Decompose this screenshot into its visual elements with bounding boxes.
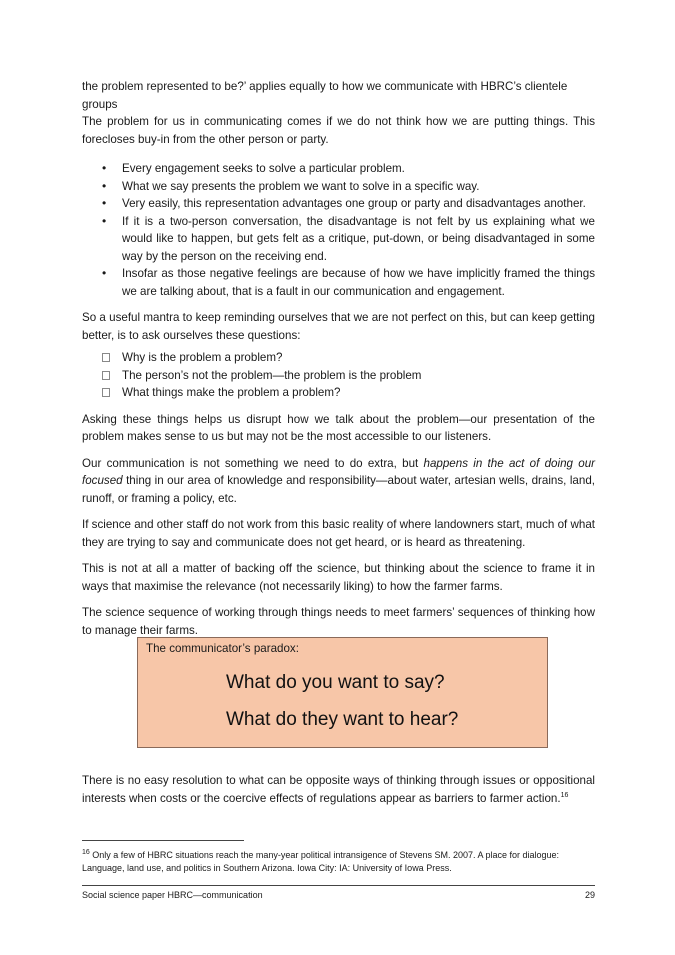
paradox-callout-box [137,637,548,748]
list-item: What things make the problem a problem? [82,384,595,402]
footnote-reference: 16 [560,791,569,799]
list-item: • Insofar as those negative feelings are because of how we have implicitly framed the things we are talking about, that is a fault in our communication and engagement. [102,266,595,298]
page-number: 29 [584,890,595,900]
bullet-icon: • [102,178,107,193]
callout-question-2: What do they want to hear? [226,709,459,730]
question-list [82,349,595,402]
communication-paragraph: Our communication is not something we need to do extra, but happens in the act of doing our focused thing in our area of knowledge and responsibility—about water, artesian wells, drains, land, runoff, or framing a policy, etc. [82,456,596,505]
list-item: Why is the problem a problem? [82,349,595,367]
list-item: • If it is a two-person conversation, the disadvantage is not felt by us explaining what we would like to happen, but gets felt as a critique, put-down, or being disadvantaged in some way by the person on the receiving end. [102,213,595,263]
square-bullet-icon [102,388,110,397]
bullet-icon: • [102,161,107,175]
footnote-number: 16 [82,849,90,856]
callout-question-1: What do you want to say? [226,672,445,693]
bullet-icon: • [102,213,107,228]
mantra-paragraph: So a useful mantra to keep reminding ourselves that we are not perfect on this, but can keep getting better, is to ask ourselves these questions: [82,311,595,342]
closing-paragraph: There is no easy resolution to what can be opposite ways of thinking through issues or oppositional interests when costs or the coercive effects of regulations appear as barriers to farmer action.$^{16}$ [82,774,595,805]
science-paragraph-1: If science and other staff do not work from this basic reality of where landowners start, much of what they are trying to say and communicate does not get heard, or is heard as threatening. [82,518,595,549]
intro-line-2: The problem for us in communicating comes if we do not think how we are putting things. This forecloses buy-in from the other person or party. [82,115,595,146]
bullet-list [82,160,595,300]
list-item: The person’s not the problem—the problem is the problem [82,367,595,385]
body-text [82,78,595,639]
footnote-divider [82,840,244,841]
footer-title: Social science paper HBRC—communication [82,890,263,900]
list-item: • What we say presents the problem we want to solve in a specific way. [82,178,595,196]
science-paragraph-2: This is not at all a matter of backing off the science, but thinking about the science to frame it in ways that maximise the relevance (not necessarily liking) to how the farmer farms. [82,562,595,593]
callout-label: The communicator’s paradox: [146,642,299,655]
list-item: • Very easily, this representation advantages one group or party and disadvantages another. [82,195,595,213]
asking-paragraph: Asking these things helps us disrupt how we talk about the problem—our presentation of the problem makes sense to us but may not be the most accessible to our listeners. [82,412,595,443]
footnote: $^{16}$ Only a few of HBRC situations reach the many-year political intransigence of Stevens SM. 2007. A place for dialogue: Language, land use, and politics in Southern Arizona. Iowa City: IA: University of Iowa Press. [82,849,560,873]
square-bullet-icon [102,353,110,362]
list-item: • Every engagement seeks to solve a particular problem. [82,160,595,178]
bullet-icon: • [102,266,107,280]
intro-line-1: the problem represented to be?’ applies equally to how we communicate with HBRC’s clientele groups [82,80,568,111]
page-footer [82,889,595,901]
footer-divider [82,885,595,886]
square-bullet-icon [102,371,110,380]
science-paragraph-3: The science sequence of working through things needs to meet farmers’ sequences of thinking how to manage their farms. [82,606,595,637]
bullet-icon: • [102,196,107,210]
